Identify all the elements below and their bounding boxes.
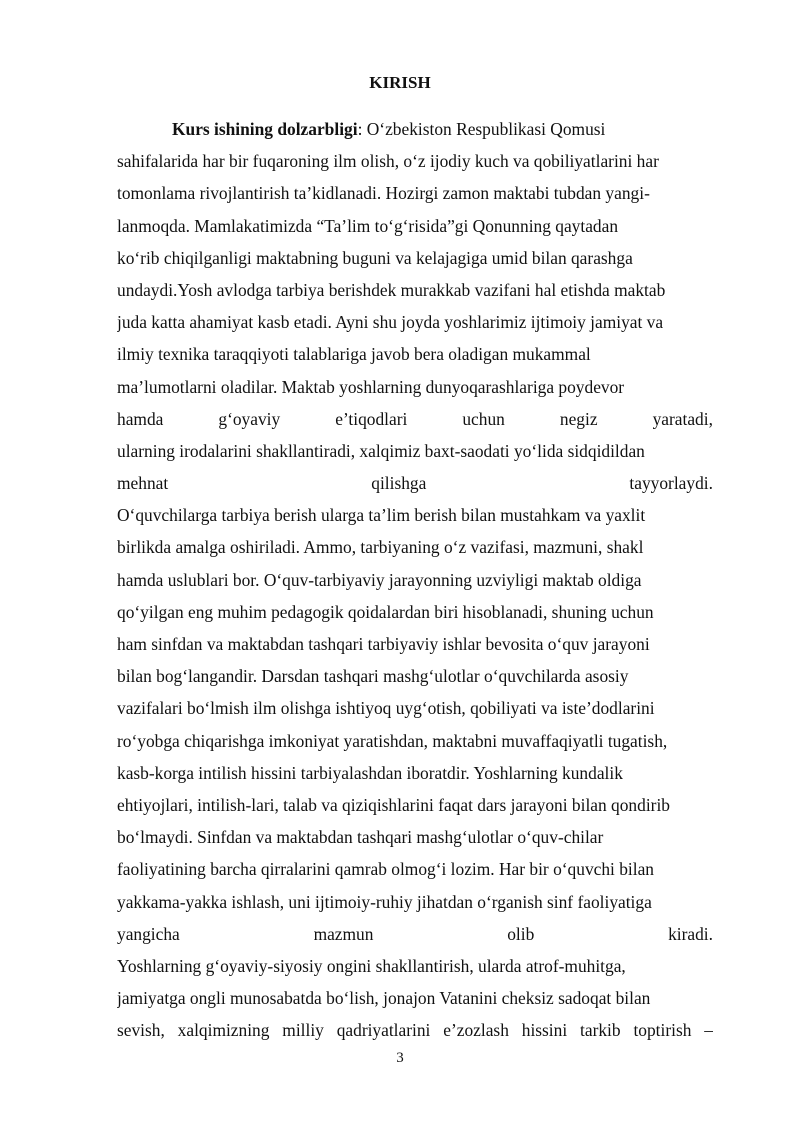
word: hamda [117,408,164,429]
word: yangicha [117,923,180,944]
text-line: bo‘lmaydi. Sinfdan va maktabdan tashqari mashg‘ulotlar o‘quv-chilar [117,827,604,848]
word: tayyorlaydi. [629,473,713,494]
text-line: bilan bog‘langandir. Darsdan tashqari mashg‘ulotlar o‘quvchilarda asosiy [117,666,629,687]
word: e’zozlash [443,1020,509,1041]
page-number: 3 [396,1050,404,1066]
text-line: ko‘rib chiqilganligi maktabning buguni va kelajagiga umid bilan qarashga [117,247,633,268]
text-line: undaydi.Yosh avlodga tarbiya berishdek murakkab vazifani hal etishda maktab [117,279,666,300]
page-title: KIRISH [369,73,431,92]
text-line: jamiyatga ongli munosabatda bo‘lish, jonajon Vatanini cheksiz sadoqat bilan [117,988,651,1009]
word: qilishga [371,473,427,494]
word: e’tiqodlari [335,408,408,429]
word: olib [507,923,535,944]
word: uchun [462,408,505,429]
text-line: ilmiy texnika taraqqiyoti talablariga javob bera oladigan mukammal [117,344,591,365]
text-line: hamda uslublari bor. O‘quv-tarbiyaviy jarayonning uzviyligi maktab oldiga [117,569,642,590]
text-line: birlikda amalga oshiriladi. Ammo, tarbiyaning o‘z vazifasi, mazmuni, shakl [117,537,644,558]
word: milliy [282,1020,324,1041]
word: mehnat [117,473,169,494]
justified-line [117,918,713,950]
word: xalqimizning [177,1020,270,1041]
word: g‘oyaviy [218,408,281,429]
word: hissini [521,1020,568,1041]
text-line: faoliyatining barcha qirralarini qamrab olmog‘i lozim. Har bir o‘quvchi bilan [117,859,655,880]
word: kiradi. [668,923,713,944]
text-line: Yoshlarning g‘oyaviy-siyosiy ongini shakllantirish, ularda atrof-muhitga, [117,955,626,976]
word: sevish, [117,1020,165,1041]
word: – [704,1020,713,1041]
text-line: yakkama-yakka ishlash, uni ijtimoiy-ruhiy jihatdan o‘rganish sinf faoliyatiga [117,891,652,912]
word: qadriyatlarini [336,1020,431,1041]
lead-bold-text: Kurs ishining dolzarbligi [172,119,358,139]
word: yaratadi, [652,408,713,429]
justified-line [117,1014,713,1046]
text-line: lanmoqda. Mamlakatimizda “Ta’lim to‘g‘risida”gi Qonunning qaytadan [117,215,619,236]
justified-line [117,403,713,435]
text-line: sahifalarida har bir fuqaroning ilm olish, o‘z ijodiy kuch va qobiliyatlarini har [117,151,659,172]
text-line: ularning irodalarini shakllantiradi, xalqimiz baxt-saodati yo‘lida sidqidildan [117,440,645,461]
text-line: ham sinfdan va maktabdan tashqari tarbiyaviy ishlar bevosita o‘quv jarayoni [117,634,650,654]
text-line: ro‘yobga chiqarishga imkoniyat yaratishdan, maktabni muvaffaqiyatli tugatish, [117,730,668,751]
text-line: kasb-korga intilish hissini tarbiyalashdan iboratdir. Yoshlarning kundalik [117,762,623,783]
word: toptirish [633,1020,692,1041]
text-line: tomonlama rivojlantirish ta’kidlanadi. Hozirgi zamon maktabi tubdan yangi- [117,183,650,204]
word: tarkib [580,1020,621,1041]
text-line: juda katta ahamiyat kasb etadi. Ayni shu joyda yoshlarimiz ijtimoiy jamiyat va [117,312,664,333]
word: negiz [559,408,598,429]
justified-line [117,467,713,499]
paragraph-first-line [117,113,713,145]
text-line: ehtiyojlari, intilish-lari, talab va qiziqishlarini faqat dars jarayoni bilan qondirib [117,794,670,815]
body-text [117,113,713,1046]
lead-rest-text: : O‘zbekiston Respublikasi Qomusi [357,119,606,139]
text-line: ma’lumotlarni oladilar. Maktab yoshlarning dunyoqarashlariga poydevor [117,376,625,397]
text-line: vazifalari bo‘lmish ilm olishga ishtiyoq uyg‘otish, qobiliyati va iste’dodlarini [117,698,655,719]
text-line: qo‘yilgan eng muhim pedagogik qoidalardan biri hisoblanadi, shuning uchun [117,601,654,622]
word: mazmun [313,923,374,944]
text-line: O‘quvchilarga tarbiya berish ularga ta’lim berish bilan mustahkam va yaxlit [117,505,646,526]
